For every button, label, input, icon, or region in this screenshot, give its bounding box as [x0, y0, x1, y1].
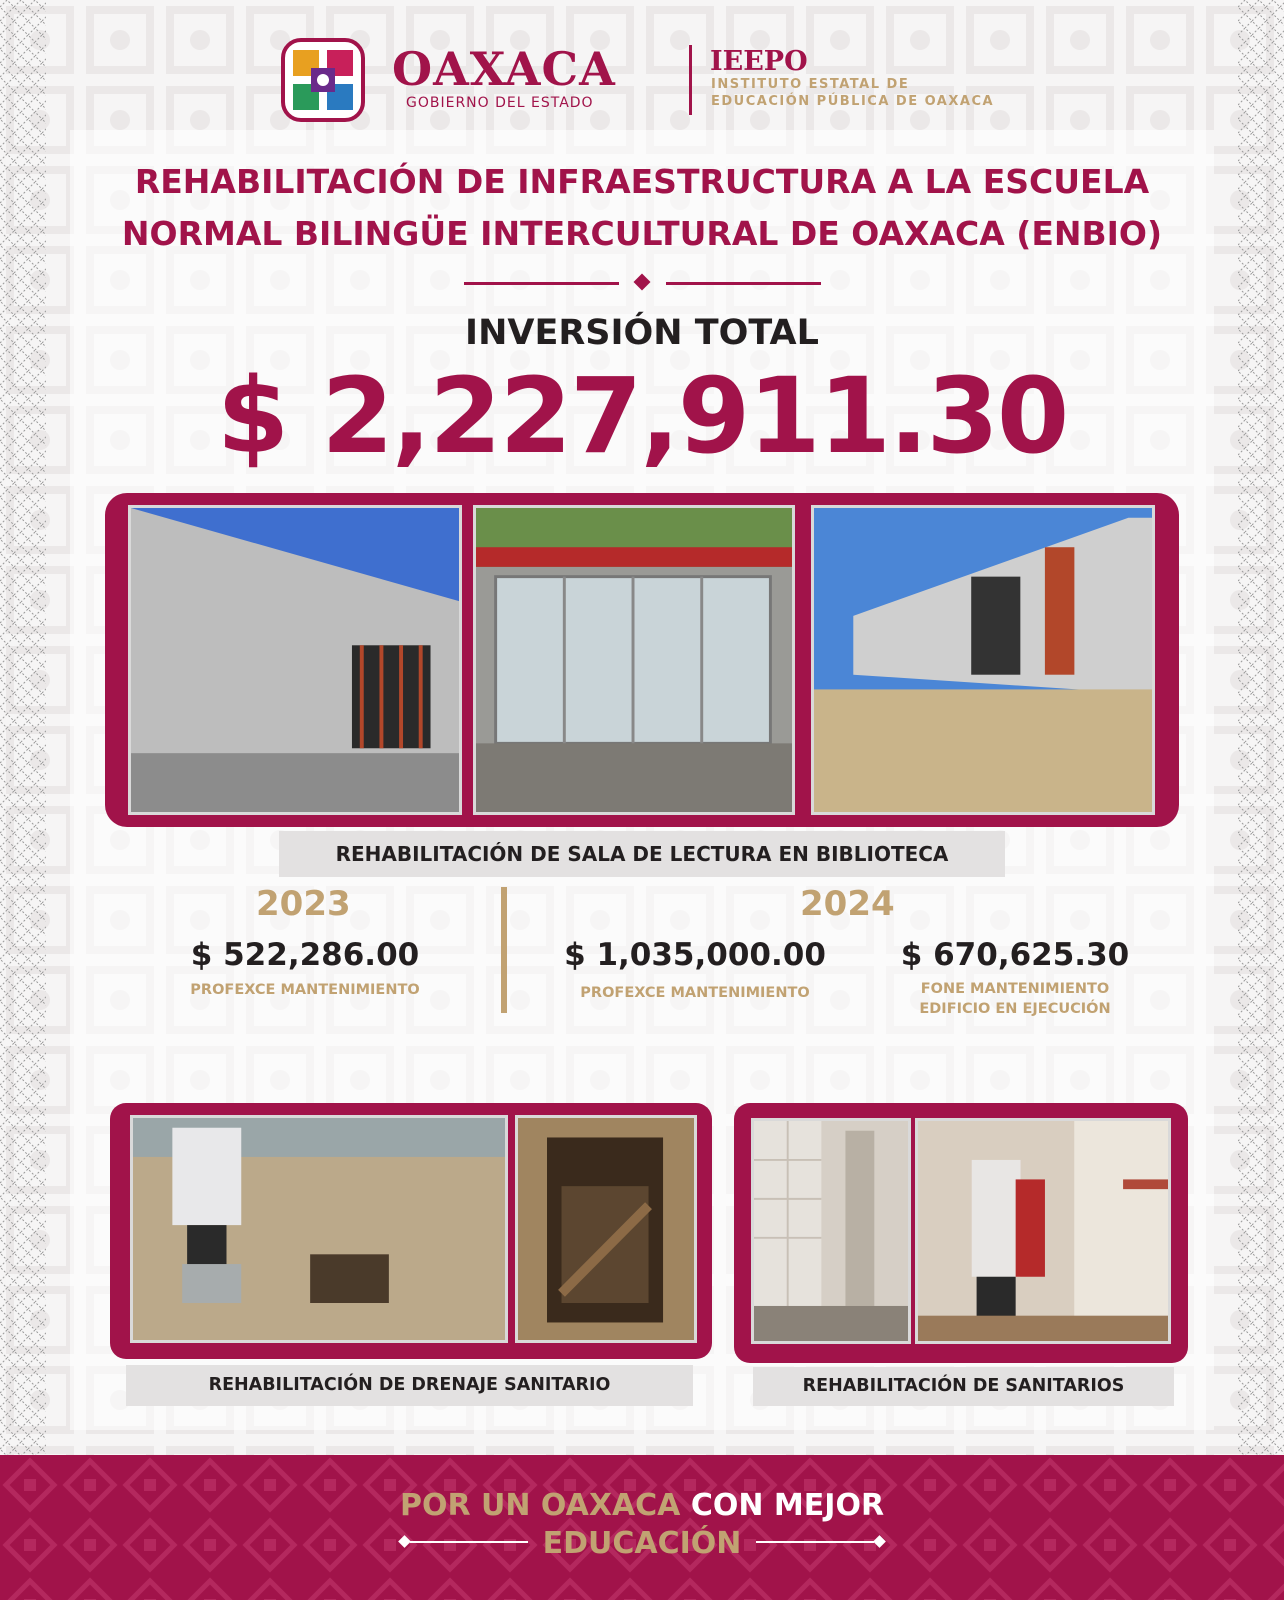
- left-border-pattern: [0, 0, 46, 1455]
- year-divider: [501, 887, 507, 1013]
- drainage-photo-worker: [130, 1115, 508, 1343]
- brand-title: OAXACA: [392, 42, 616, 96]
- page-title: [90, 156, 1194, 260]
- restrooms-photo-workers: [915, 1118, 1171, 1344]
- label-2024-profexce: PROFEXCE MANTENIMIENTO: [580, 985, 810, 1001]
- footer-slogan-part-2: CON MEJOR: [690, 1488, 885, 1523]
- library-photo-exterior: [811, 505, 1155, 815]
- library-photo-wall: [128, 505, 462, 815]
- library-photo-interior: [473, 505, 795, 815]
- restrooms-caption: REHABILITACIÓN DE SANITARIOS: [753, 1367, 1174, 1406]
- title-line-1: REHABILITACIÓN DE INFRAESTRUCTURA A LA ESCUELA: [134, 162, 1150, 201]
- amount-2024-fone: $ 670,625.30: [900, 937, 1130, 973]
- footer-line-left: [410, 1541, 528, 1543]
- amount-2024-profexce: $ 1,035,000.00: [564, 937, 826, 973]
- footer-slogan-line-2: EDUCACIÓN: [542, 1526, 742, 1561]
- label-2024-fone-line-2: EDIFICIO EN EJECUCIÓN: [919, 1001, 1111, 1017]
- drainage-caption: REHABILITACIÓN DE DRENAJE SANITARIO: [126, 1365, 693, 1406]
- investment-value: $ 2,227,911.30: [216, 355, 1068, 477]
- ornament-line-left: [464, 282, 619, 285]
- footer-slogan-part-1: POR UN OAXACA: [399, 1488, 681, 1523]
- amount-2023: $ 522,286.00: [190, 937, 420, 973]
- year-2023: 2023: [256, 884, 351, 924]
- ieepo-line-2: EDUCACIÓN PÚBLICA DE OAXACA: [711, 94, 995, 109]
- brand-subtitle: GOBIERNO DEL ESTADO: [406, 95, 594, 111]
- header-divider: [689, 45, 692, 115]
- label-2024-fone: [890, 979, 1140, 1019]
- footer-slogan-line-1: [0, 1488, 1284, 1523]
- right-border-pattern: [1238, 0, 1284, 1455]
- drainage-photo-pit: [515, 1115, 697, 1343]
- title-line-2: NORMAL BILINGÜE INTERCULTURAL DE OAXACA (ENBIO): [121, 214, 1163, 253]
- ieepo-title: IEEPO: [710, 46, 808, 77]
- ornament-line-right: [666, 282, 821, 285]
- library-caption: REHABILITACIÓN DE SALA DE LECTURA EN BIBLIOTECA: [279, 831, 1005, 877]
- oaxaca-logo-icon: [281, 38, 365, 122]
- label-2023: PROFEXCE MANTENIMIENTO: [190, 982, 420, 998]
- ieepo-line-1: INSTITUTO ESTATAL DE: [711, 77, 910, 92]
- year-2024: 2024: [800, 884, 895, 924]
- restrooms-photo-stalls: [751, 1118, 911, 1344]
- label-2024-fone-line-1: FONE MANTENIMIENTO: [920, 981, 1110, 997]
- footer-line-right: [756, 1541, 874, 1543]
- investment-label: INVERSIÓN TOTAL: [465, 313, 819, 353]
